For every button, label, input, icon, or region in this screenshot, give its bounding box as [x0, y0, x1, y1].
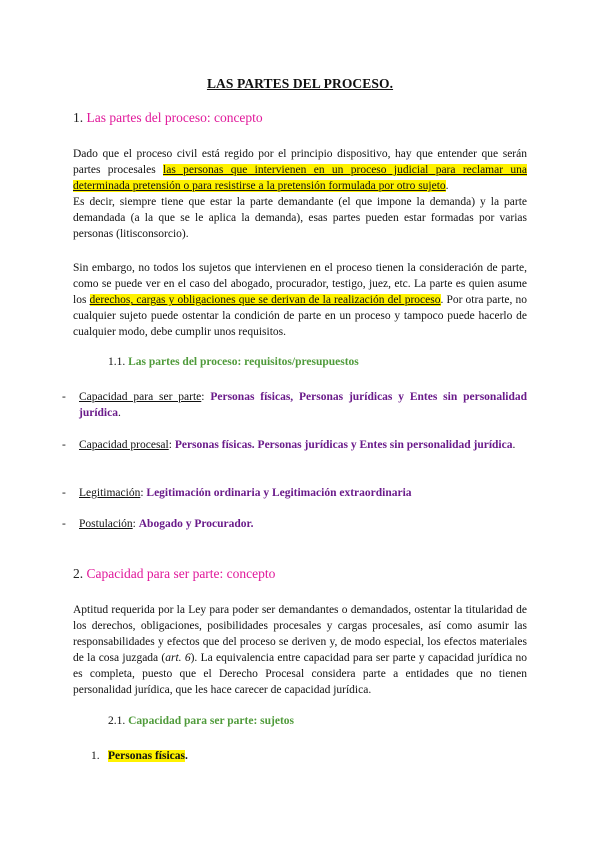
- separator: :: [168, 439, 175, 451]
- text-run: .: [445, 180, 449, 193]
- text-run: Aptitud requerida por la Ley para poder ser demandantes o demandados, ostentar la titularidad de los derechos, obligaciones, posibilidades procesales y cargas procesales, así como asumir las responsabilidades y efectos que del proceso se deriven y, de modo especial, los efectos materiales de la cosa juzgada (: [73, 604, 527, 665]
- requisito-item: [62, 437, 527, 471]
- separator: :: [140, 487, 147, 499]
- section-1-number: 1.: [73, 110, 84, 125]
- requisito-label: Postulación: [79, 518, 133, 530]
- text-run: ). La equivalencia entre capacidad para ser parte y capacidad jurídica no es completa, puesto que el Derecho Procesal considera parte a entidades que no tienen personalidad jurídica, que les hace carecer de capacidad jurídica.: [73, 652, 527, 697]
- list-dash: -: [62, 391, 66, 403]
- list-dash: -: [62, 439, 66, 451]
- highlighted-definition: las personas que intervienen en un proceso judicial para reclamar una determinada pretensión o para resistirse a la pretensión formulada por otro sujeto: [73, 164, 527, 193]
- text-run: Dado que el proceso civil está regido por el principio dispositivo, hay que entender que serán partes procesales: [73, 148, 527, 177]
- text-run: . Por otra parte, no cualquier sujeto puede ostentar la condición de parte en un proceso y tampoco puede hacerlo de cualquier modo, debe cumplir unos requisitos.: [73, 294, 527, 339]
- section-2-number: 2.: [73, 566, 84, 581]
- document-title: LAS PARTES DEL PROCESO.: [206, 76, 394, 91]
- subsection-1-1-title: Las partes del proceso: requisitos/presupuestos: [128, 356, 359, 368]
- highlighted-phrase: derechos, cargas y obligaciones que se derivan de la realización del proceso: [89, 294, 441, 307]
- requisito-value: Personas físicas. Personas jurídicas y Entes sin personalidad jurídica: [174, 439, 513, 451]
- section-1-paragraph-2: [73, 260, 527, 340]
- section-2-title: Capacidad para ser parte: concepto: [86, 566, 276, 581]
- text-run: Es decir, siempre tiene que estar la parte demandante (el que impone la demanda) y la parte demandada (a la que se le aplica la demanda), esas partes pueden estar formadas por varias personas (litisconsorcio).: [73, 196, 527, 241]
- section-2-heading: [73, 566, 275, 582]
- section-1-paragraph-1: [73, 146, 527, 243]
- requisito-value: Legitimación ordinaria y Legitimación extraordinaria: [146, 487, 412, 499]
- requisito-item: [62, 485, 527, 503]
- list-dash: -: [62, 518, 66, 530]
- article-reference: art. 6: [165, 652, 191, 665]
- section-2-paragraph-1: [73, 602, 527, 699]
- separator: :: [132, 518, 139, 530]
- end-mark: .: [184, 750, 188, 762]
- highlighted-list-text: Personas físicas: [108, 750, 185, 762]
- requisito-item: [62, 516, 527, 534]
- subsection-1-1-heading: [108, 356, 359, 368]
- requisito-label: Legitimación: [79, 487, 141, 499]
- subsection-2-1-number: 2.1.: [108, 715, 126, 727]
- requisito-label: Capacidad para ser parte: [79, 391, 202, 403]
- requisito-item: [62, 389, 527, 423]
- subsection-2-1-title: Capacidad para ser parte: sujetos: [128, 715, 295, 727]
- section-1-title: Las partes del proceso: concepto: [86, 110, 263, 125]
- requisito-value: Abogado y Procurador.: [138, 518, 254, 530]
- section-1-heading: [73, 110, 263, 126]
- subsection-1-1-number: 1.1.: [108, 356, 126, 368]
- requisito-value: Personas físicas, Personas jurídicas y Entes sin personalidad jurídica: [79, 391, 528, 420]
- list-number: 1.: [91, 750, 100, 762]
- separator: :: [201, 391, 211, 403]
- list-item: [91, 750, 291, 768]
- requisito-label: Capacidad procesal: [79, 439, 169, 451]
- list-dash: -: [62, 487, 66, 499]
- end-mark: .: [512, 439, 516, 451]
- text-run: Sin embargo, no todos los sujetos que intervienen en el proceso tienen la consideración de parte, como se puede ver en el caso del abogado, procurador, testigo, juez, etc. La parte es quien asume los: [73, 262, 527, 307]
- end-mark: .: [117, 407, 121, 420]
- subsection-2-1-heading: [108, 715, 294, 727]
